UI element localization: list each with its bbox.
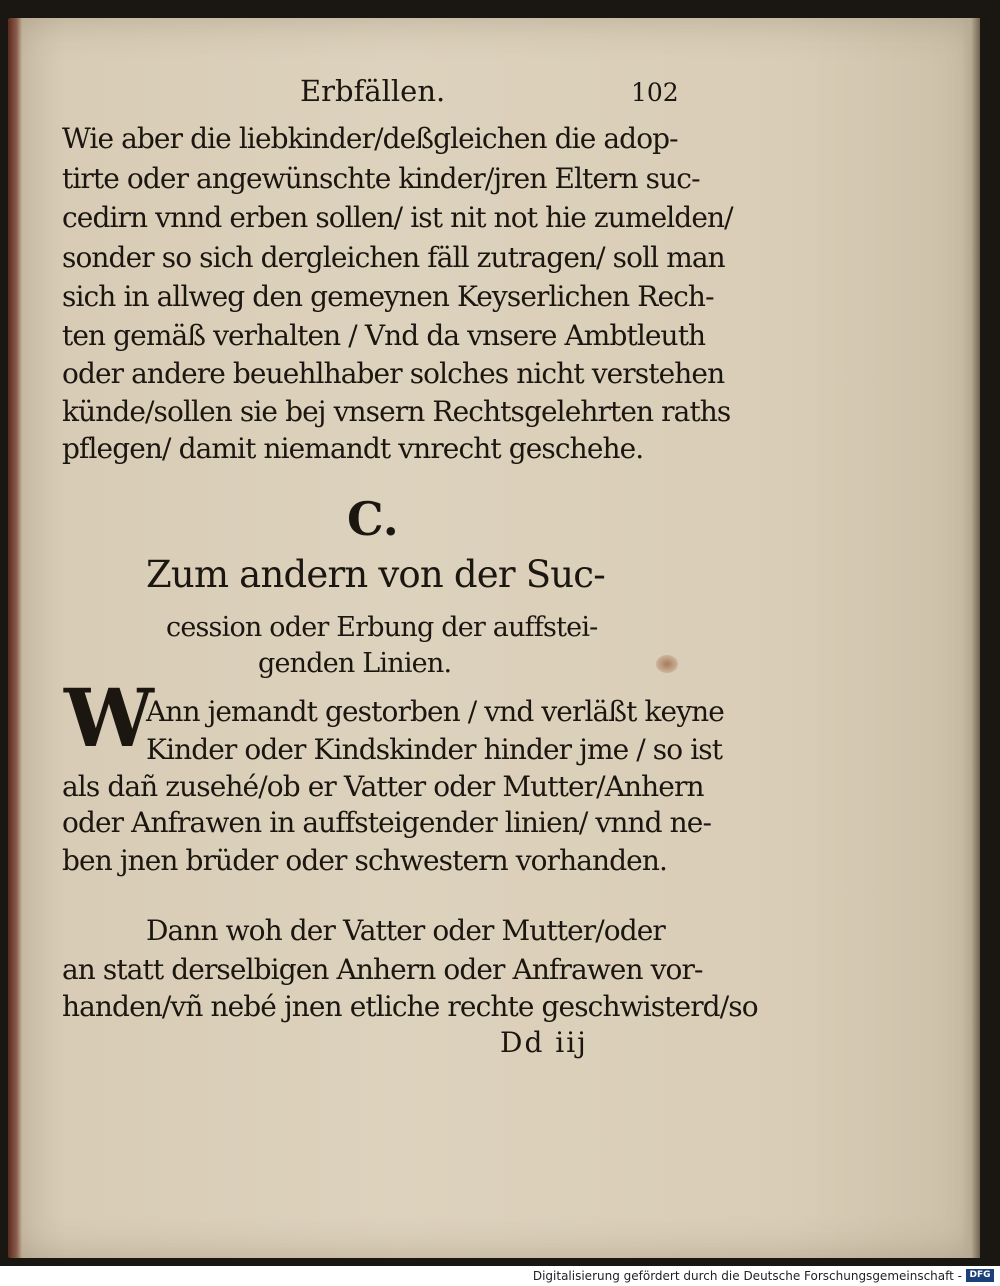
section-heading-line-1: Zum andern von der Suc- <box>146 553 605 596</box>
paragraph-3-line: an statt derselbigen Anhern oder Anfrawen vor- <box>62 953 703 986</box>
paragraph-1-line: oder andere beuehlhaber solches nicht verstehen <box>62 357 725 390</box>
page-number: 102 <box>631 78 679 107</box>
dfg-logo-icon: DFG <box>966 1269 994 1282</box>
decorated-initial: W <box>64 671 154 765</box>
paragraph-1-line: pflegen/ damit niemandt vnrecht geschehe. <box>62 432 644 465</box>
paragraph-1-line: ten gemäß verhalten / Vnd da vnsere Ambtleuth <box>62 319 706 352</box>
paragraph-1-line: cedirn vnnd erben sollen/ ist nit not hie zumelden/ <box>62 201 733 234</box>
paragraph-1-line: tirte oder angewünschte kinder/jren Eltern suc- <box>62 162 700 195</box>
page-spine-edge <box>8 18 22 1258</box>
paragraph-2-line: als dañ zusehé/ob er Vatter oder Mutter/Anhern <box>62 770 704 803</box>
paper-stain <box>656 655 678 673</box>
paragraph-1-line: Wie aber die liebkinder/deßgleichen die adop- <box>62 122 678 155</box>
paragraph-2-line: oder Anfrawen in auffsteigender linien/ vnnd ne- <box>62 806 712 839</box>
running-title: Erbfällen. <box>300 74 446 108</box>
section-heading-line-2: cession oder Erbung der auffstei- <box>166 612 598 643</box>
funding-credit: Digitalisierung gefördert durch die Deutsche Forschungsgemeinschaft - <box>532 1269 962 1283</box>
paragraph-1-line: künde/sollen sie bej vnsern Rechtsgelehrten raths <box>62 395 731 428</box>
signature-mark: Dd iij <box>500 1026 588 1059</box>
section-letter: C. <box>347 492 399 546</box>
paragraph-3-line: Dann woh der Vatter oder Mutter/oder <box>146 914 665 947</box>
footer-bar <box>0 1266 1000 1286</box>
section-heading-line-3: genden Linien. <box>258 648 452 679</box>
paragraph-2-line: ben jnen brüder oder schwestern vorhanden. <box>62 844 667 877</box>
paragraph-1-line: sich in allweg den gemeynen Keyserlichen Rech- <box>62 280 714 313</box>
paragraph-2-line: Kinder oder Kindskinder hinder jme / so ist <box>146 733 723 766</box>
paragraph-3-line: handen/vñ nebé jnen etliche rechte geschwisterd/so <box>62 990 758 1023</box>
paragraph-2-line: Ann jemandt gestorben / vnd verläßt keyne <box>146 695 724 728</box>
page-right-edge <box>962 18 980 1258</box>
paragraph-1-line: sonder so sich dergleichen fäll zutragen/ soll man <box>62 241 725 274</box>
